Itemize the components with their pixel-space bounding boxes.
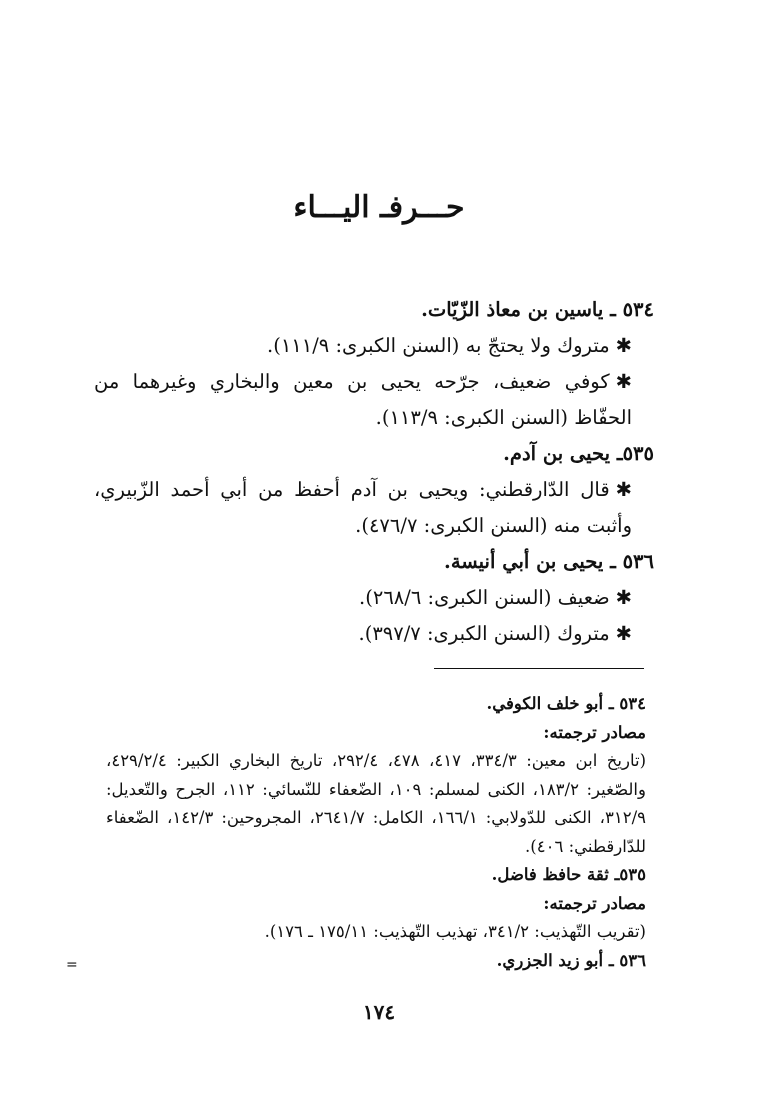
footnote-536-heading: ٥٣٦ ـ أبو زيد الجزري. (496, 950, 646, 970)
star-bullet-icon: ✱ (615, 622, 632, 645)
entry-heading: ٥٣٦ ـ يحيى بن أبي أنيسة. (444, 550, 654, 573)
chapter-title: حـــرفـ اليـــاء (293, 190, 465, 225)
star-bullet-icon: ✱ (615, 334, 632, 357)
footnote-535-heading: ٥٣٥ـ ثقة حافظ فاضل. (491, 865, 646, 884)
main-text (94, 292, 654, 652)
entry-item-text: كوفي ضعيف، جرّحه يحيى بن معين والبخاري وغيرهما من الحفّاظ (السنن الكبرى: ١١٣/٩). (94, 370, 632, 429)
entry-item (94, 364, 654, 436)
footnote-534-sources: (تاريخ ابن معين: ٣٣٤/٣، ٤١٧، ٤٧٨، ٢٩٢/٤، تاريخ البخاري الكبير: ٤٢٩/٢/٤، والصّغير: ١٨٣/٢، الكنى لمسلم: ١٠٩، الضّعفاء للنّسائي: ١١٢، الجرح والتّعديل: ٣١٢/٩، الكنى للدّولابي: ١٦٦/١، الكامل: ٢٦٤١/٧، المجروحين: ١٤٢/٣، الضّعفاء للدّارقطني: ٤٠٦). (106, 751, 647, 856)
footnote-divider (434, 668, 644, 669)
page-number: ١٧٤ (362, 1000, 396, 1024)
entry-heading: ٥٣٤ ـ ياسين بن معاذ الزّيّات. (421, 298, 654, 321)
entry-heading: ٥٣٥ـ يحيى بن آدم. (503, 442, 654, 465)
footnote-534-heading: ٥٣٤ ـ أبو خلف الكوفي. (486, 694, 646, 713)
footnotes (106, 690, 646, 975)
star-bullet-icon: ✱ (615, 370, 632, 393)
entry-item-text: متروك (السنن الكبرى: ٣٩٧/٧). (358, 622, 610, 645)
entry-item-text: ضعيف (السنن الكبرى: ٢٦٨/٦). (359, 586, 610, 609)
continuation-mark: = (66, 957, 78, 973)
footnote-535-sources: (تقريب التّهذيب: ٣٤١/٢، تهذيب التّهذيب: ١٧٥/١١ ـ ١٧٦). (264, 922, 646, 941)
entry-535 (94, 436, 654, 544)
sources-label: مصادر ترجمته: (543, 722, 646, 742)
entry-item-text: متروك ولا يحتجّ به (السنن الكبرى: ١١١/٩). (267, 334, 610, 357)
entry-534 (94, 292, 654, 436)
entry-536 (94, 544, 654, 652)
star-bullet-icon: ✱ (615, 586, 632, 609)
entry-item (94, 472, 654, 544)
entry-item (94, 328, 654, 364)
entry-item (94, 616, 654, 652)
entry-item-text: قال الدّارقطني: ويحيى بن آدم أحفظ من أبي أحمد الزّبيري، وأثبت منه (السنن الكبرى: ٤٧٦/٧). (94, 478, 632, 537)
star-bullet-icon: ✱ (615, 478, 632, 501)
sources-label: مصادر ترجمته: (543, 893, 646, 913)
entry-item (94, 580, 654, 616)
